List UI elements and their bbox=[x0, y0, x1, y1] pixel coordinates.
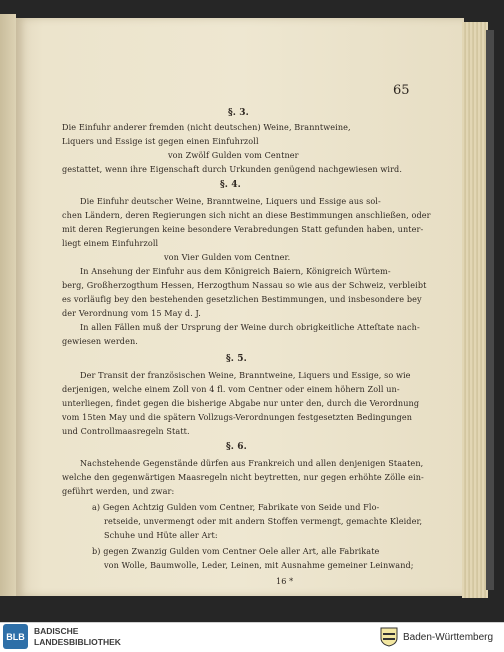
state-coat-of-arms-icon bbox=[380, 627, 398, 647]
text-line: von Vier Gulden vom Centner. bbox=[164, 252, 291, 262]
section-heading-4: §. 4. bbox=[220, 180, 241, 190]
text-line: geführt werden, und zwar: bbox=[62, 486, 175, 496]
library-name-line2: LANDESBIBLIOTHEK bbox=[34, 637, 121, 647]
text-line: es vorläufig bey den bestehenden gesetzlichen Bestimmungen, und insbesondere bey bbox=[62, 294, 422, 304]
text-line: welche den gegenwärtigen Maasregeln nicht beytretten, nur gegen erhöhte Zölle ein- bbox=[62, 472, 424, 482]
signature-mark: 16 * bbox=[276, 576, 294, 586]
text-line: chen Ländern, deren Regierungen sich nicht an diese Bestimmungen anschließen, oder bbox=[62, 210, 431, 220]
text-line: gestattet, wenn ihre Eigenschaft durch Urkunden genügend nachgewiesen wird. bbox=[62, 164, 402, 174]
page-number: 65 bbox=[393, 83, 410, 98]
library-name[interactable] bbox=[34, 626, 121, 648]
text-line: b) gegen Zwanzig Gulden vom Centner Oele aller Art, alle Fabrikate bbox=[92, 546, 380, 556]
text-line: gewiesen werden. bbox=[62, 336, 138, 346]
text-line: und Controllmaasregeln Statt. bbox=[62, 426, 190, 436]
previous-page-edge bbox=[0, 14, 16, 596]
text-line: vom 15ten May und die spätern Vollzugs-Verordnungen festgesetzten Bedingungen bbox=[62, 412, 413, 422]
text-line: Nachstehende Gegenstände dürfen aus Frankreich und allen denjenigen Staaten, bbox=[80, 458, 424, 468]
text-line: liegt einem Einfuhrzoll bbox=[62, 238, 159, 248]
section-heading-3: §. 3. bbox=[228, 108, 249, 118]
text-line: berg, Großherzogthum Hessen, Herzogthum Nassau so wie aus der Schweiz, verbleibt bbox=[62, 280, 427, 290]
page-stack-edges bbox=[462, 22, 488, 598]
text-line: der Verordnung vom 15 May d. J. bbox=[62, 308, 201, 318]
text-line: Die Einfuhr deutscher Weine, Branntweine, Liquers und Essige aus sol- bbox=[80, 196, 381, 206]
text-line: In allen Fällen muß der Ursprung der Weine durch obrigkeitliche Atteſtate nach- bbox=[80, 322, 420, 332]
library-logo[interactable]: BLB bbox=[3, 624, 28, 649]
text-line: a) Gegen Achtzig Gulden vom Centner, Fabrikate von Seide und Flo- bbox=[92, 502, 380, 512]
text-line: von Zwölf Gulden vom Centner bbox=[168, 150, 299, 160]
text-line: mit deren Regierungen keine besondere Verabredungen Statt gefunden haben, unter- bbox=[62, 224, 424, 234]
text-line: In Ansehung der Einfuhr aus dem Königreich Baiern, Königreich Würtem- bbox=[80, 266, 391, 276]
state-name[interactable]: Baden-Württemberg bbox=[403, 632, 494, 643]
page-shadow bbox=[486, 30, 494, 590]
section-heading-6: §. 6. bbox=[226, 442, 247, 452]
text-line: von Wolle, Baumwolle, Leder, Leinen, mit Ausnahme gemeiner Leinwand; bbox=[104, 560, 414, 570]
text-line: Schuhe und Hüte aller Art: bbox=[104, 530, 218, 540]
text-line: Liquers und Essige ist gegen einen Einfuhrzoll bbox=[62, 136, 259, 146]
text-line: Die Einfuhr anderer fremden (nicht deutschen) Weine, Branntweine, bbox=[62, 122, 351, 132]
section-heading-5: §. 5. bbox=[226, 354, 247, 364]
text-line: unterliegen, findet gegen die bisherige Abgabe nur unter den, durch die Verordnung bbox=[62, 398, 420, 408]
text-line: Der Transit der französischen Weine, Branntweine, Liquers und Essige, so wie bbox=[80, 370, 411, 380]
text-line: derjenigen, welche einem Zoll von 4 fl. vom Centner oder einem höhern Zoll un- bbox=[62, 384, 400, 394]
text-line: retseide, unvermengt oder mit andern Stoffen vermengt, gemachte Kleider, bbox=[104, 516, 423, 526]
library-name-line1: BADISCHE bbox=[34, 626, 79, 636]
